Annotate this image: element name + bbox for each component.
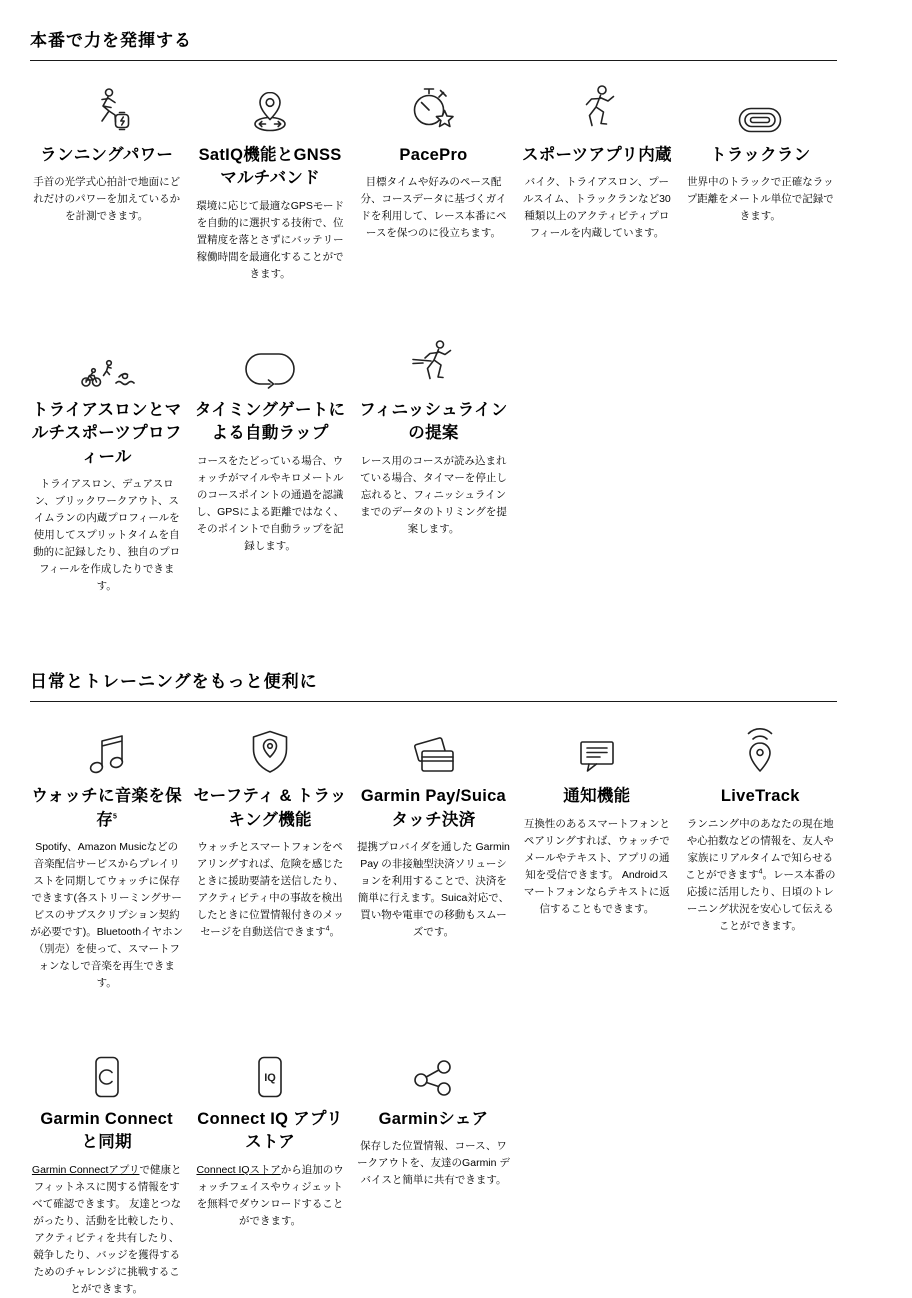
feature-card-garmin-share [357,1042,510,1298]
feature-card-garmin-pay [357,719,510,992]
feature-description: ウォッチとスマートフォンをペアリングすれば、危険を感じたときに援助要請を送信したり、アクティビティ中の事故を検出したときに位置情報付きのメッセージを自動送信できます$^4$。 [196,840,344,938]
footnote-marker: 4 [758,868,763,876]
feature-description: バイク、トライアスロン、プールスイム、トラックランなど30種類以上のアクティビティプロフィールを内蔵しています。 [523,176,671,240]
feature-grid [30,78,837,595]
feature-description: 手首の光学式心拍計で地面にどれだけのパワーを加えているかを計測できます。 [33,176,181,223]
text-link[interactable]: Connect IQストア [196,1163,281,1176]
feature-title: セーフティ & トラッキング機能 [193,787,347,829]
feature-title: 通知機能 [563,787,631,806]
section-daily-training [30,667,837,1298]
feature-title: SatIQ機能とGNSSマルチバンド [198,146,342,188]
loop-arrow-icon [193,333,346,389]
feature-description: レース用のコースが読み込まれている場合、タイマーを停止し忘れると、フィニッシュラインまでのデータのトリミングを提案します。 [360,454,507,535]
feature-description: Garmin Connectアプリで健康とフィットネスに関する情報をすべて確認できます。 友達とつながったり、活動を比較したり、アクティビティを共有したり、競争したり、バッジを獲得するためのチャレンジに挑戦することができます。 [31,1163,182,1295]
feature-card-music [30,719,183,992]
svg-text:IQ: IQ [264,1071,276,1084]
feature-card-safety-tracking [193,719,346,992]
music-note-icon [30,719,183,775]
feature-card-triathlon [30,333,183,595]
feature-description: Connect IQストアから追加のウォッチフェイスやウィジェットを無料でダウンロードすることができます。 [196,1163,344,1227]
feature-grid [30,719,837,1298]
feature-title: Garminシェア [378,1109,489,1128]
feature-card-connect-iq [193,1042,346,1298]
feature-description: Spotify、Amazon Musicなどの音楽配信サービスからプレイリストを同期してウォッチに保存できます(各ストリーミングサービスのサブスクリプション契約が必要です)。Bluetoothイヤホン（別売）を使って、スマートフォンなしで音楽を再生できます。 [30,840,184,989]
livetrack-pin-icon [684,719,837,775]
feature-title: スポーツアプリ内蔵 [521,146,672,164]
feature-title: Connect IQ アプリストア [197,1109,343,1152]
feature-card-satiq [193,78,346,283]
feature-title: ウォッチに音楽を保存$^5$ [31,787,182,829]
credit-cards-icon [357,719,510,775]
feature-description: 環境に応じて最適なGPSモードを自動的に選択する技術で、位置精度を落とさずにバッテリー稼働時間を最適化することができます。 [196,199,344,280]
text-link[interactable]: Garmin Connectアプリ [31,1163,140,1176]
footnote-marker: 4 [325,925,330,933]
feature-title: ランニングパワー [40,146,174,164]
feature-card-livetrack [684,719,837,992]
feature-description: 提携プロバイダを通した Garmin Pay の非接触型決済ソリューションを利用することで、決済を簡単に行えます。Suica対応で、買い物や電車での移動もスムーズです。 [357,840,510,938]
feature-description: 保存した位置情報、コース、ワークアウトを、友達のGarmin デバイスと簡単に共有できます。 [357,1140,510,1187]
feature-title: LiveTrack [720,787,800,806]
smartphone-connect-icon [30,1042,183,1098]
footnote-marker: 5 [113,813,118,821]
stopwatch-star-icon [357,78,510,134]
feature-card-notifications [520,719,673,992]
running-track-icon [684,78,837,134]
location-pin-orbit-icon [193,78,346,134]
share-nodes-icon [357,1042,510,1098]
message-bubble-icon [520,719,673,775]
smartphone-iq-icon [193,1042,346,1098]
feature-card-timing-gates [193,333,346,595]
feature-title: Garmin Connect と同期 [40,1109,173,1152]
feature-description: 世界中のトラックで正確なラップ距離をメートル単位で記録できます。 [686,176,834,223]
feature-card-garmin-connect [30,1042,183,1298]
feature-title: トラックラン [710,146,811,164]
feature-title: フィニッシュラインの提案 [359,400,508,443]
feature-title: トライアスロンとマルチスポーツプロフィール [31,400,182,466]
feature-card-running-power [30,78,183,283]
feature-card-finish-line [357,333,510,595]
feature-description: トライアスロン、デュアスロン、ブリックワークアウト、スイムランの内蔵プロフィールを使用してスプリットタイムを自動的に記録したり、独自のプロフィールを作成したりできます。 [33,478,181,593]
runner-icon [520,78,673,134]
feature-description: コースをたどっている場合、ウォッチがマイルやキロメートルのコースポイントの通過を認識し、GPSによる距離ではなく、そのポイントで自動ラップを記録します。 [196,454,345,552]
feature-description: ランニング中のあなたの現在地や心拍数などの情報を、友人や家族にリアルタイムで知らせることができます$^4$。レース本番の応援に活用したり、日頃のトレーニング状況を安心して伝えることができます。 [685,817,836,932]
feature-card-track-run [684,78,837,283]
runner-power-icon [30,78,183,134]
feature-card-sports-apps [520,78,673,283]
feature-title: タイミングゲートによる自動ラップ [194,400,346,443]
finish-runner-icon [357,333,510,389]
section-heading: 本番で力を発揮する [30,26,837,61]
feature-title: Garmin Pay/Suica タッチ決済 [360,787,507,829]
feature-card-pacepro [357,78,510,283]
section-heading: 日常とトレーニングをもっと便利に [30,667,837,702]
feature-title: PacePro [399,146,468,164]
feature-description: 目標タイムや好みのペース配分、コースデータに基づくガイドを利用して、レース本番にペースを保つのに役立ちます。 [360,176,507,240]
shield-pin-icon [193,719,346,775]
feature-description: 互換性のあるスマートフォンとペアリングすれば、ウォッチでメールやテキスト、アプリの通知を受信できます。 Androidスマートフォンならテキストに返信することもできます。 [523,817,670,915]
section-race-performance [30,26,837,595]
triathlon-icon [30,333,183,389]
